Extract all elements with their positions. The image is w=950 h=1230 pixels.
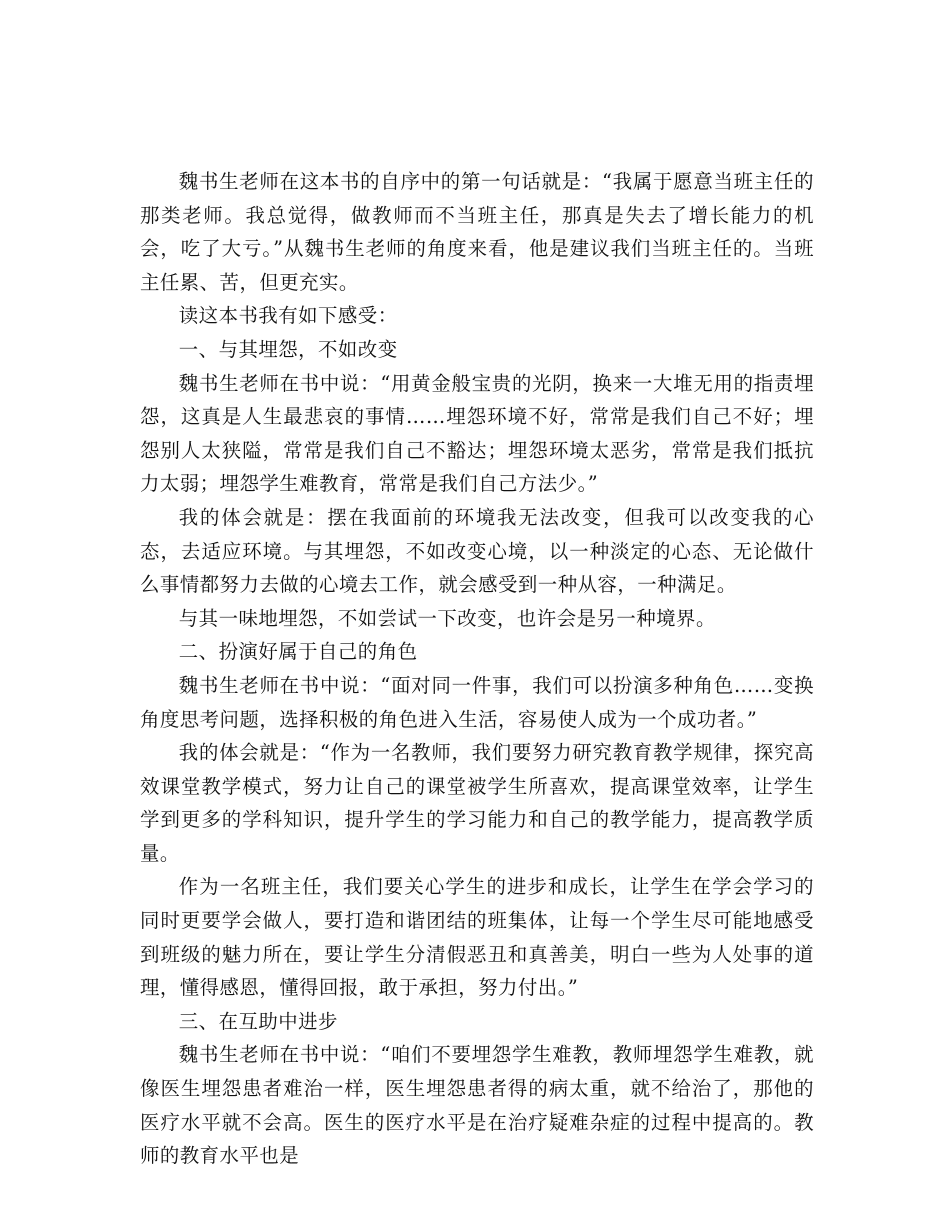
paragraph-preface-quote: 魏书生老师在这本书的自序中的第一句话就是：“我属于愿意当班主任的那类老师。我总觉得，做教师而不当班主任，那真是失去了增长能力的机会，吃了大亏。”从魏书生老师的角度来看，他是建议我们当班主任的。当班主任累、苦，但更充实。 <box>140 170 814 294</box>
paragraph-feelings-intro: 读这本书我有如下感受： <box>178 304 398 328</box>
paragraph-quote-2: 魏书生老师在书中说：“面对同一件事，我们可以扮演多种角色……变换角度思考问题，选择积极的角色进入生活，容易使人成为一个成功者。” <box>140 673 814 731</box>
section-heading-3: 三、在互助中进步 <box>178 1009 338 1033</box>
paragraph-quote-3: 魏书生老师在书中说：“咱们不要埋怨学生难教，教师埋怨学生难教，就像医生埋怨患者难治一样，医生埋怨患者得的病太重，就不给治了，那他的医疗水平就不会高。医生的医疗水平是在治疗疑难杂症的过程中提高的。教师的教育水平也是 <box>140 1043 814 1168</box>
paragraph-reflection-1: 我的体会就是：摆在我面前的环境我无法改变，但我可以改变我的心态，去适应环境。与其埋怨，不如改变心境，以一种淡定的心态、无论做什么事情都努力去做的心境去工作，就会感受到一种从容，一种满足。 <box>140 505 814 597</box>
document-body <box>140 165 814 1173</box>
paragraph-quote-1: 魏书生老师在书中说：“用黄金般宝贵的光阴，换来一大堆无用的指责埋怨，这真是人生最悲哀的事情……埋怨环境不好，常常是我们自己不好；埋怨别人太狭隘，常常是我们自己不豁达；埋怨环境太恶劣，常常是我们抵抗力太弱；埋怨学生难教育，常常是我们自己方法少。” <box>140 371 814 496</box>
paragraph-reflection-1b: 与其一味地埋怨，不如尝试一下改变，也许会是另一种境界。 <box>178 606 716 630</box>
section-heading-2: 二、扮演好属于自己的角色 <box>178 640 418 664</box>
paragraph-reflection-2b: 作为一名班主任，我们要关心学生的进步和成长，让学生在学会学习的同时更要学会做人，要打造和谐团结的班集体，让每一个学生尽可能地感受到班级的魅力所在，要让学生分清假恶丑和真善美，明白一些为人处事的道理，懂得感恩，懂得回报，敢于承担，努力付出。” <box>140 875 814 1000</box>
section-heading-1: 一、与其埋怨，不如改变 <box>178 337 398 361</box>
paragraph-reflection-2: 我的体会就是：“作为一名教师，我们要努力研究教育教学规律，探究高效课堂教学模式，努力让自己的课堂被学生所喜欢，提高课堂效率，让学生学到更多的学科知识，提升学生的学习能力和自己的教学能力，提高教学质量。 <box>140 741 814 865</box>
